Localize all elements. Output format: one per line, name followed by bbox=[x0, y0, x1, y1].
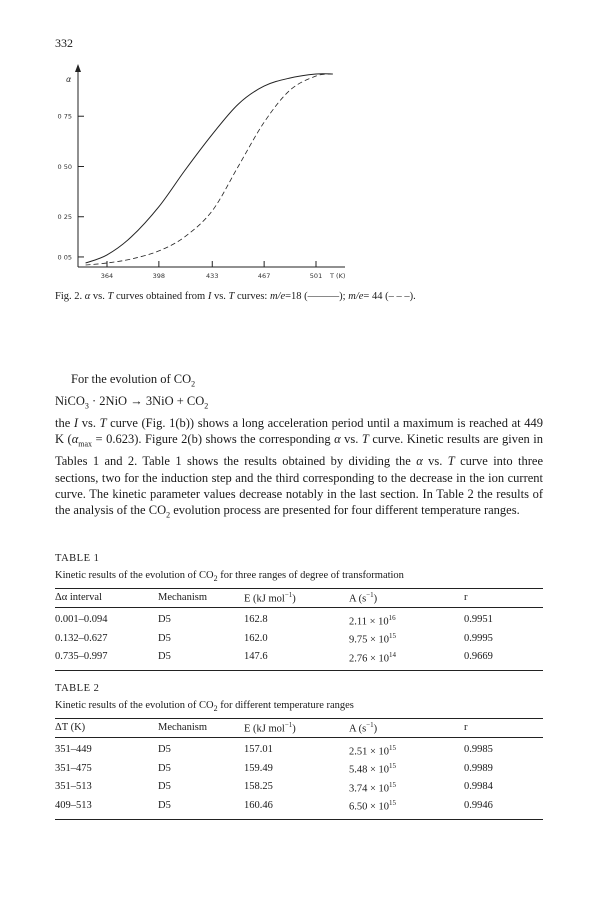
table-1-cell: 0.132–0.627 bbox=[55, 632, 108, 644]
para-co2-sub: 2 bbox=[166, 510, 171, 520]
table-2-row bbox=[55, 796, 543, 819]
table-2-cell: 409–513 bbox=[55, 796, 158, 819]
table-1-caption-a: Kinetic results of the evolution of CO bbox=[55, 570, 214, 581]
x-tick-label: 398 bbox=[152, 272, 166, 280]
para-rest-1: curve. Kinetic results are given in Tables 1 and 2. Table 1 shows the results obtained by dividing the bbox=[55, 432, 543, 469]
reaction-b-sub: 2 bbox=[204, 401, 209, 411]
table-1-cell: $2.76 \times 10^{14}$ bbox=[349, 648, 464, 671]
table-2-cell: 351–513 bbox=[55, 781, 92, 793]
table-1-caption-sub: 2 bbox=[213, 574, 218, 584]
table-2-header: Mechanism bbox=[158, 719, 244, 738]
para-t: T bbox=[99, 415, 107, 430]
caption-t-2: T bbox=[228, 291, 235, 302]
table-2-header-e-sup: −1 bbox=[284, 721, 293, 730]
caption-vs: vs. bbox=[92, 291, 105, 302]
para-vs: vs. bbox=[78, 415, 100, 430]
para-vs-2: vs. bbox=[340, 432, 362, 447]
table-2-cell: D5 bbox=[158, 762, 171, 774]
table-1-caption bbox=[55, 570, 543, 583]
series-dashed-line bbox=[86, 74, 333, 265]
table-2-caption-b: for different temperature ranges bbox=[217, 700, 354, 711]
reaction-a: NiCO bbox=[55, 393, 85, 408]
table-1-header: Δα interval bbox=[55, 589, 158, 608]
caption-mid: curves obtained from bbox=[115, 291, 206, 302]
table-1-cell: D5 bbox=[158, 648, 244, 671]
caption-dash: (– – –). bbox=[385, 291, 416, 302]
table-1-row bbox=[55, 629, 543, 648]
body-line-1 bbox=[55, 371, 543, 393]
table-1-cell: 0.735–0.997 bbox=[55, 648, 158, 671]
table-2-header-e-close: ) bbox=[292, 723, 296, 735]
table-2-cell: 0.9985 bbox=[464, 744, 493, 756]
para-val: = 0.623). Figure 2(b) shows the corresponding bbox=[92, 432, 335, 447]
body-paragraph bbox=[55, 415, 543, 524]
caption-eq-1: =18 (———); bbox=[285, 291, 346, 302]
table-2-cell: 159.49 bbox=[244, 762, 273, 774]
table-2-caption bbox=[55, 700, 543, 713]
para-start: the bbox=[55, 415, 74, 430]
para-rest-3: evolution process are presented for four different temperature ranges. bbox=[170, 503, 520, 518]
x-tick-label: 501 bbox=[309, 272, 323, 280]
reaction-a-sub: 3 bbox=[84, 401, 89, 411]
table-2-cell: 0.9946 bbox=[464, 796, 543, 819]
table-1-caption-b: for three ranges of degree of transformation bbox=[217, 570, 404, 581]
table-2-cell: 0.9989 bbox=[464, 762, 493, 774]
para-alpha-2: α bbox=[334, 432, 341, 447]
x-tick-label: 364 bbox=[100, 272, 114, 280]
table-1 bbox=[55, 553, 543, 671]
body-line-1-text: For the evolution of CO bbox=[71, 372, 192, 386]
table-1-header-e: E (kJ mol bbox=[244, 593, 285, 605]
chart-curves bbox=[86, 74, 333, 265]
reaction-equation bbox=[55, 393, 543, 415]
table-2-header-e: E (kJ mol bbox=[244, 723, 285, 735]
table-1-header: Mechanism bbox=[158, 589, 244, 608]
para-vs-3: vs. bbox=[422, 454, 448, 469]
para-rest-2: curve into three sections, two for the induction step and the third corresponding to the decrease in the ion current curve. The kinetic parameter values decrease notably in the last section. In Table 2 the results of the analysis of the CO bbox=[55, 454, 544, 518]
para-alpha: α bbox=[71, 432, 79, 447]
table-1-cell: 162.8 bbox=[244, 614, 268, 626]
y-tick-label: 0 75 bbox=[57, 112, 72, 121]
body-text bbox=[55, 371, 543, 524]
table-2-header: r bbox=[464, 719, 543, 738]
table-1-header: r bbox=[464, 589, 543, 608]
table-2-cell: $2.51 \times 10^{15}$ bbox=[349, 743, 397, 758]
para-max: max bbox=[78, 439, 93, 449]
table-2-cell: 160.46 bbox=[244, 796, 349, 819]
chart-axes bbox=[66, 64, 345, 267]
caption-i: I bbox=[207, 291, 212, 302]
table-1-header-a-sup: −1 bbox=[366, 591, 374, 600]
table-1-header-a-close: ) bbox=[373, 593, 378, 605]
para-t-3: T bbox=[447, 454, 455, 469]
table-1-cell: 0.9995 bbox=[464, 632, 493, 644]
table-2-cell: 351–475 bbox=[55, 762, 92, 774]
table-2-cell: D5 bbox=[158, 781, 171, 793]
table-1-cell: 0.9951 bbox=[464, 614, 493, 626]
table-2-row bbox=[55, 778, 543, 797]
table-2-caption-sub: 2 bbox=[213, 704, 218, 714]
table-1-cell: $9.75 \times 10^{15}$ bbox=[349, 632, 397, 646]
table-1-grid bbox=[55, 588, 543, 671]
x-tick-label: 467 bbox=[257, 272, 271, 280]
table-2 bbox=[55, 683, 543, 820]
table-2-cell: 351–449 bbox=[55, 744, 92, 756]
y-axis-label: α bbox=[66, 75, 72, 84]
reaction-b: · 2NiO → 3NiO + CO bbox=[88, 393, 205, 408]
table-1-row bbox=[55, 648, 543, 671]
table-2-label: TABLE 2 bbox=[55, 683, 100, 694]
figure-caption bbox=[55, 289, 543, 304]
table-1-header bbox=[349, 589, 464, 608]
table-2-cell: $3.74 \times 10^{15}$ bbox=[349, 780, 397, 795]
table-2-cell: 0.9984 bbox=[464, 781, 493, 793]
table-1-header-e-close: ) bbox=[292, 593, 296, 605]
table-2-row bbox=[55, 737, 543, 759]
table-2-header bbox=[244, 719, 349, 738]
table-2-cell: 158.25 bbox=[244, 781, 273, 793]
table-1-header bbox=[244, 589, 349, 608]
y-tick-label: 0 50 bbox=[57, 162, 72, 171]
caption-alpha: α bbox=[84, 291, 91, 302]
page-number: 332 bbox=[55, 36, 73, 50]
table-2-header: ΔT (K) bbox=[55, 719, 158, 738]
caption-me-1: m/e bbox=[269, 291, 286, 302]
table-1-cell: 147.6 bbox=[244, 648, 349, 671]
table-1-header-e-sup: −1 bbox=[284, 591, 293, 600]
para-alpha-3: α bbox=[416, 454, 423, 469]
caption-curves: curves: bbox=[237, 291, 268, 302]
para-t-2: T bbox=[361, 432, 369, 447]
x-tick-label: 433 bbox=[206, 272, 219, 280]
table-2-header-row bbox=[55, 719, 543, 738]
table-1-header-a: A (s bbox=[349, 593, 367, 605]
caption-t: T bbox=[107, 291, 114, 302]
table-1-label: TABLE 1 bbox=[55, 553, 100, 564]
body-line-1-sub: 2 bbox=[191, 379, 196, 389]
table-2-caption-a: Kinetic results of the evolution of CO bbox=[55, 700, 214, 711]
series-solid-line bbox=[86, 74, 333, 263]
y-tick-label: 0 05 bbox=[57, 253, 72, 262]
caption-fig-label: Fig. 2. bbox=[55, 291, 83, 302]
table-1-cell: 162.0 bbox=[244, 632, 268, 644]
caption-eq-2: = 44 bbox=[363, 291, 383, 302]
table-1-cell: D5 bbox=[158, 632, 171, 644]
para-mid: curve (Fig. 1(b)) shows a long acceleration period until a maximum is reached at 449 K ( bbox=[55, 415, 543, 447]
table-1-cell: 0.001–0.094 bbox=[55, 614, 108, 626]
table-2-header-a-sup: −1 bbox=[366, 721, 374, 730]
caption-vs-2: vs. bbox=[213, 291, 226, 302]
y-axis-arrow bbox=[75, 64, 81, 72]
caption-me-2: m/e bbox=[348, 291, 364, 302]
para-i: I bbox=[73, 415, 79, 430]
table-1-header-row bbox=[55, 589, 543, 608]
table-1-cell: $2.11 \times 10^{16}$ bbox=[349, 613, 396, 628]
table-2-cell: $5.48 \times 10^{15}$ bbox=[349, 762, 397, 776]
table-2-cell: 157.01 bbox=[244, 744, 273, 756]
table-2-header-a-close: ) bbox=[373, 723, 378, 735]
table-2-header bbox=[349, 719, 464, 738]
table-2-cell: $6.50 \times 10^{15}$ bbox=[349, 796, 464, 819]
table-1-cell: D5 bbox=[158, 614, 171, 626]
x-axis-label: T (K) bbox=[330, 272, 346, 280]
y-tick-label: 0 25 bbox=[57, 213, 72, 222]
table-2-grid bbox=[55, 718, 543, 820]
table-1-row bbox=[55, 607, 543, 629]
alpha-vs-temperature-chart bbox=[0, 0, 595, 290]
chart-ticks bbox=[58, 113, 346, 280]
table-2-row bbox=[55, 759, 543, 778]
table-2-header-a: A (s bbox=[349, 723, 367, 735]
table-1-cell: 0.9669 bbox=[464, 648, 543, 671]
table-2-cell: D5 bbox=[158, 796, 244, 819]
table-2-cell: D5 bbox=[158, 744, 171, 756]
